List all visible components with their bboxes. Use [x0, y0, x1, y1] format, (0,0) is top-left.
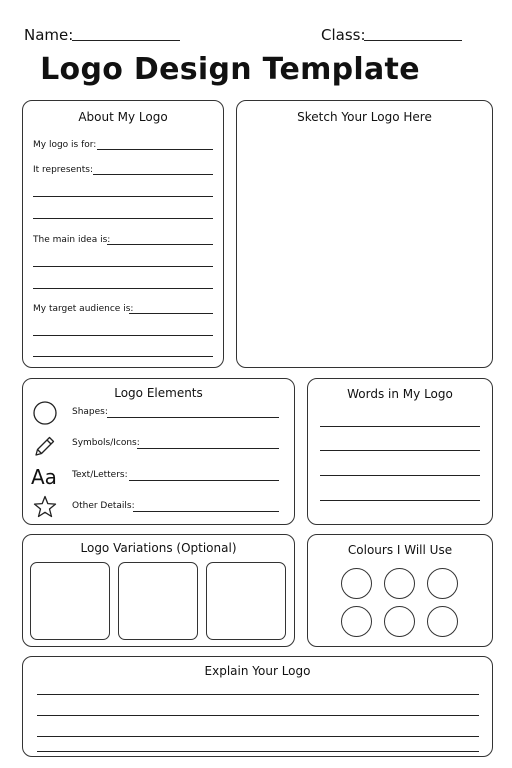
main-idea-line-2[interactable]: [33, 266, 213, 267]
name-input-line[interactable]: [72, 40, 180, 41]
explain-title: Explain Your Logo: [204, 664, 311, 678]
words-line-2[interactable]: [320, 450, 480, 451]
variation-box-2[interactable]: [118, 562, 198, 640]
logo-for-line[interactable]: [97, 149, 213, 150]
words-line-3[interactable]: [320, 475, 480, 476]
represents-line-2[interactable]: [33, 196, 213, 197]
variations-panel: [22, 534, 295, 647]
represents-label: It represents:: [33, 165, 94, 175]
logo-for-label: My logo is for:: [33, 140, 97, 150]
represents-line-3[interactable]: [33, 218, 213, 219]
text-label: Text/Letters:: [72, 470, 128, 480]
explain-line-4[interactable]: [37, 751, 479, 752]
explain-line-2[interactable]: [37, 715, 479, 716]
words-line-4[interactable]: [320, 500, 480, 501]
name-label: Name:: [24, 26, 74, 44]
words-panel: [307, 378, 493, 525]
colour-swatch-2[interactable]: [384, 568, 415, 599]
variations-title: Logo Variations (Optional): [80, 541, 237, 555]
class-input-line[interactable]: [364, 40, 462, 41]
colour-swatch-4[interactable]: [341, 606, 372, 637]
logo-elements-panel: [22, 378, 295, 525]
colour-swatch-3[interactable]: [427, 568, 458, 599]
words-line-1[interactable]: [320, 426, 480, 427]
audience-line[interactable]: [129, 313, 213, 314]
main-idea-line[interactable]: [107, 244, 213, 245]
explain-line-3[interactable]: [37, 736, 479, 737]
symbols-label: Symbols/Icons:: [72, 438, 140, 448]
pencil-icon: [33, 434, 57, 458]
other-details-line[interactable]: [133, 511, 279, 512]
main-idea-line-3[interactable]: [33, 288, 213, 289]
colour-swatch-5[interactable]: [384, 606, 415, 637]
colour-swatch-6[interactable]: [427, 606, 458, 637]
shapes-line[interactable]: [107, 417, 279, 418]
star-icon: [33, 495, 57, 519]
audience-line-2[interactable]: [33, 335, 213, 336]
about-my-logo-panel: [22, 100, 224, 368]
symbols-line[interactable]: [137, 448, 279, 449]
text-letters-icon: Aa: [31, 465, 57, 489]
colours-panel: [307, 534, 493, 647]
main-idea-label: The main idea is:: [33, 235, 111, 245]
text-line[interactable]: [129, 480, 279, 481]
words-title: Words in My Logo: [347, 387, 453, 401]
shapes-label: Shapes:: [72, 407, 108, 417]
audience-label: My target audience is:: [33, 304, 134, 314]
other-details-label: Other Details:: [72, 501, 135, 511]
sketch-title: Sketch Your Logo Here: [297, 110, 432, 124]
variation-box-3[interactable]: [206, 562, 286, 640]
colours-title: Colours I Will Use: [347, 543, 453, 557]
page-title: Logo Design Template: [40, 52, 420, 87]
represents-line[interactable]: [93, 174, 213, 175]
about-title: About My Logo: [78, 110, 168, 124]
variation-box-1[interactable]: [30, 562, 110, 640]
explain-panel: [22, 656, 493, 757]
audience-line-3[interactable]: [33, 356, 213, 357]
circle-shape-icon: [33, 401, 57, 425]
colour-swatch-1[interactable]: [341, 568, 372, 599]
sketch-panel[interactable]: [236, 100, 493, 368]
class-label: Class:: [321, 26, 366, 44]
explain-line-1[interactable]: [37, 694, 479, 695]
elements-title: Logo Elements: [114, 386, 203, 400]
